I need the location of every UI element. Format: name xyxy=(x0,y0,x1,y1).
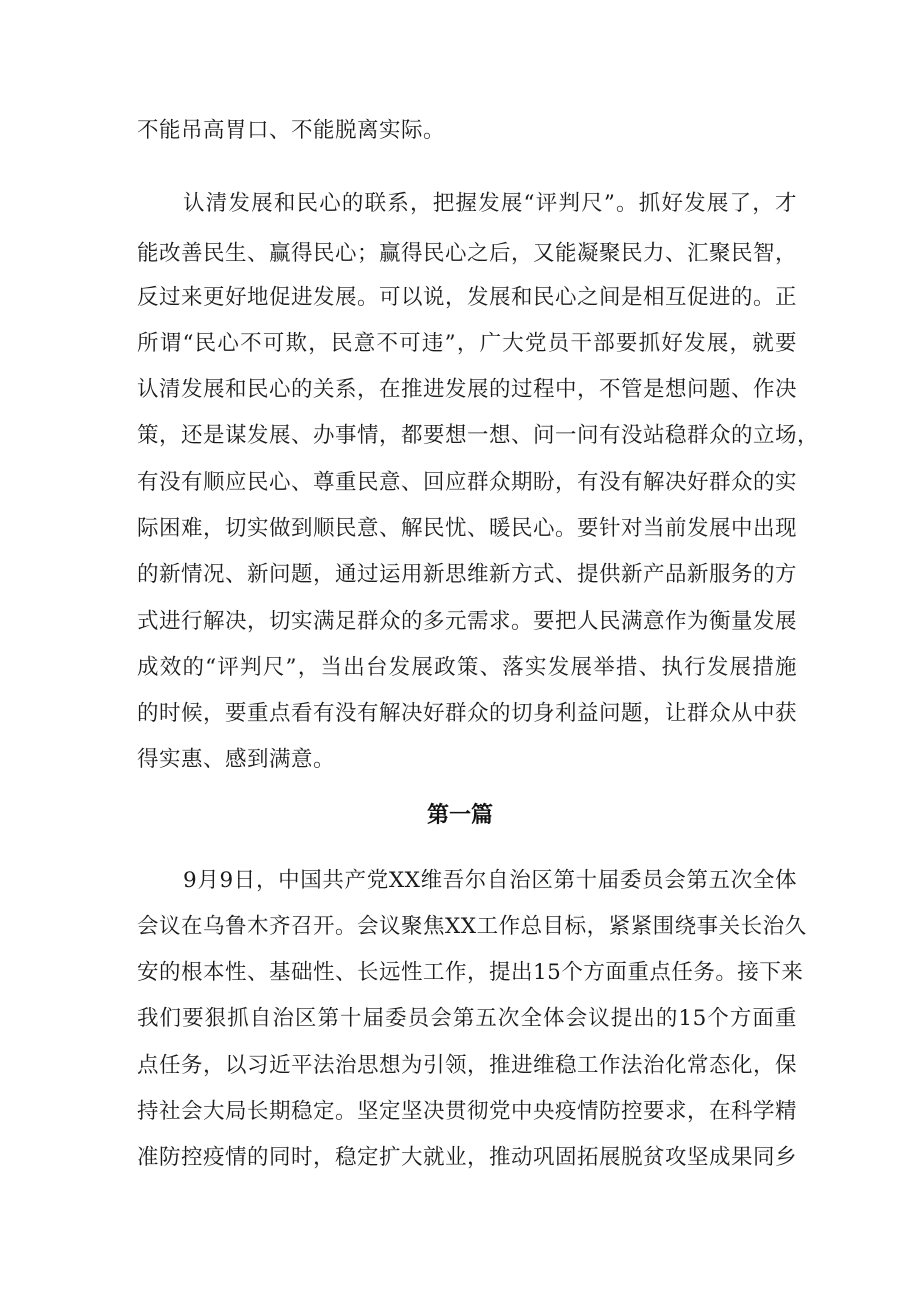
paragraph-2-line: 准防控疫情的同时，稳定扩大就业，推动巩固拓展脱贫攻坚成果同乡 xyxy=(137,1145,798,1170)
paragraph-2-line: 持社会大局长期稳定。坚定坚决贯彻党中央疫情防控要求，在科学精 xyxy=(137,1099,798,1124)
paragraph-1-line: 得实惠、感到满意。 xyxy=(137,747,336,772)
section-heading: 第一篇 xyxy=(426,803,493,828)
continuation-line: 不能吊高胃口、不能脱离实际。 xyxy=(137,118,446,143)
paragraph-1-line: 所谓“民心不可欺，民意不可违”，广大党员干部要抓好发展，就要 xyxy=(137,331,797,356)
paragraph-1-line: 式进行解决，切实满足群众的多元需求。要把人民满意作为衡量发展 xyxy=(137,609,798,634)
paragraph-1-line: 认清发展和民心的关系，在推进发展的过程中，不管是想问题、作决 xyxy=(137,377,798,402)
paragraph-1-line: 反过来更好地促进发展。可以说，发展和民心之间是相互促进的。正 xyxy=(137,285,798,310)
paragraph-1-line: 有没有顺应民心、尊重民意、回应群众期盼，有没有解决好群众的实 xyxy=(137,470,798,495)
paragraph-2-line: 会议在乌鲁木齐召开。会议聚焦XX工作总目标，紧紧围绕事关长治久 xyxy=(137,914,807,939)
paragraph-1-line: 的新情况、新问题，通过运用新思维新方式、提供新产品新服务的方 xyxy=(137,562,798,587)
paragraph-2-line: 点任务，以习近平法治思想为引领，推进维稳工作法治化常态化，保 xyxy=(137,1053,798,1078)
paragraph-1-line: 能改善民生、赢得民心；赢得民心之后，又能凝聚民力、汇聚民智， xyxy=(137,241,798,266)
paragraph-1-line: 成效的“评判尺”，当出台发展政策、落实发展举措、执行发展措施 xyxy=(137,655,797,680)
paragraph-1-line: 认清发展和民心的联系，把握发展“评判尺”。抓好发展了，才 xyxy=(183,191,797,216)
paragraph-2-line: 我们要狠抓自治区第十届委员会第五次全体会议提出的15个方面重 xyxy=(137,1006,797,1031)
paragraph-1-line: 策，还是谋发展、办事情，都要想一想、问一问有没站稳群众的立场， xyxy=(137,423,820,448)
paragraph-1-line: 际困难，切实做到顺民意、解民忧、暖民心。要针对当前发展中出现 xyxy=(137,516,798,541)
paragraph-2-line: 9月9日，中国共产党XX维吾尔自治区第十届委员会第五次全体 xyxy=(183,868,797,893)
paragraph-2-line: 安的根本性、基础性、长远性工作，提出15个方面重点任务。接下来 xyxy=(137,960,804,985)
paragraph-1-line: 的时候，要重点看有没有解决好群众的切身利益问题，让群众从中获 xyxy=(137,701,798,726)
